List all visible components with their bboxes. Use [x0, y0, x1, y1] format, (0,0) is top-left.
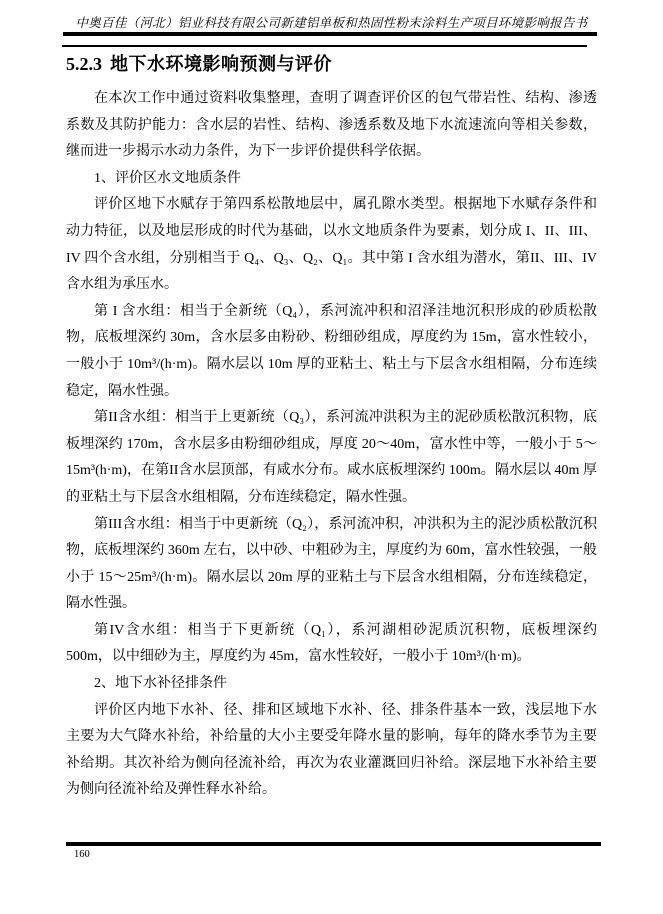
- header-rule: [63, 32, 597, 36]
- body-top-rule: [62, 45, 587, 47]
- aquifer-overview-paragraph: 评价区地下水赋存于第四系松散地层中，属孔隙水类型。根据地下水赋存条件和动力特征，以及地层形成的时代为基础，以水文地质条件为要素，划分成 I、II、III、IV 四个含水组，分别相当于 Q₄、Q₃、Q₂、Q₁。其中第 I 含水组为潜水，第II、III、IV含水组为承压水。: [66, 197, 597, 293]
- aquifer-group-4-paragraph: 第IV含水组：相当于下更新统（Q₁），系河湖相砂泥质沉积物，底板埋深约 500m，以中细砂为主，厚度约为 45m，富水性较好，一般小于 10m³/(h·m)。: [66, 622, 597, 665]
- section-heading: [66, 52, 600, 76]
- section-title: 地下水环境影响预测与评价: [110, 54, 332, 74]
- subsection-heading-1: 1、评价区水文地质条件: [94, 170, 241, 186]
- intro-paragraph: 在本次工作中通过资料收集整理，查明了调查评价区的包气带岩性、结构、渗透系数及其防护能力：含水层的岩性、结构、渗透系数及地下水流速流向等相关参数，继而进一步揭示水动力条件，为下一步评价提供科学依据。: [66, 91, 597, 160]
- subsection-heading-2: 2、地下水补径排条件: [94, 676, 227, 692]
- section-number: 5.2.3: [66, 54, 102, 74]
- page-number: 160: [74, 849, 90, 860]
- running-header-title: 中奥百佳（河北）铝业科技有限公司新建铝单板和热固性粉末涂料生产项目环境影响报告书: [75, 16, 588, 30]
- body-text: [66, 86, 597, 804]
- aquifer-group-3-paragraph: 第III含水组：相当于中更新统（Q₂），系河流冲积，冲洪积为主的泥沙质松散沉积物，底板埋深约 360m 左右，以中砂、中粗砂为主，厚度约为 60m，富水性较强，一般小于 15～25m³/(h·m)。隔水层以 20m 厚的亚粘土与下层含水组相隔，分布连续稳定，隔水性强。: [66, 516, 597, 612]
- recharge-discharge-paragraph: 评价区内地下水补、径、排和区域地下水补、径、排条件基本一致，浅层地下水主要为大气降水补给，补给量的大小主要受年降水量的影响，每年的降水季节为主要补给期。其次补给为侧向径流补给，再次为农业灌溉回归补给。深层地下水补给主要为侧向径流补给及弹性释水补给。: [66, 702, 597, 798]
- footer-rule: [66, 842, 601, 846]
- aquifer-group-1-paragraph: 第 I 含水组：相当于全新统（Q₄），系河流冲积和沼泽洼地沉积形成的砂质松散物，底板埋深约 30m，含水层多由粉砂、粉细砂组成，厚度约为 15m，富水性较小，一般小于 10m³/(h·m)。隔水层以 10m 厚的亚粘土、粘土与下层含水组相隔，分布连续稳定，隔水性强。: [66, 303, 597, 399]
- aquifer-group-2-paragraph: 第II含水组：相当于上更新统（Q₃），系河流冲洪积为主的泥砂质松散沉积物，底板埋深约 170m，含水层多由粉细砂组成，厚度 20～40m，富水性中等，一般小于 5～15m³(h·m)，在第II含水层顶部，有咸水分布。咸水底板埋深约 100m。隔水层以 40m 厚的亚粘土与下层含水组相隔，分布连续稳定，隔水性强。: [66, 410, 597, 505]
